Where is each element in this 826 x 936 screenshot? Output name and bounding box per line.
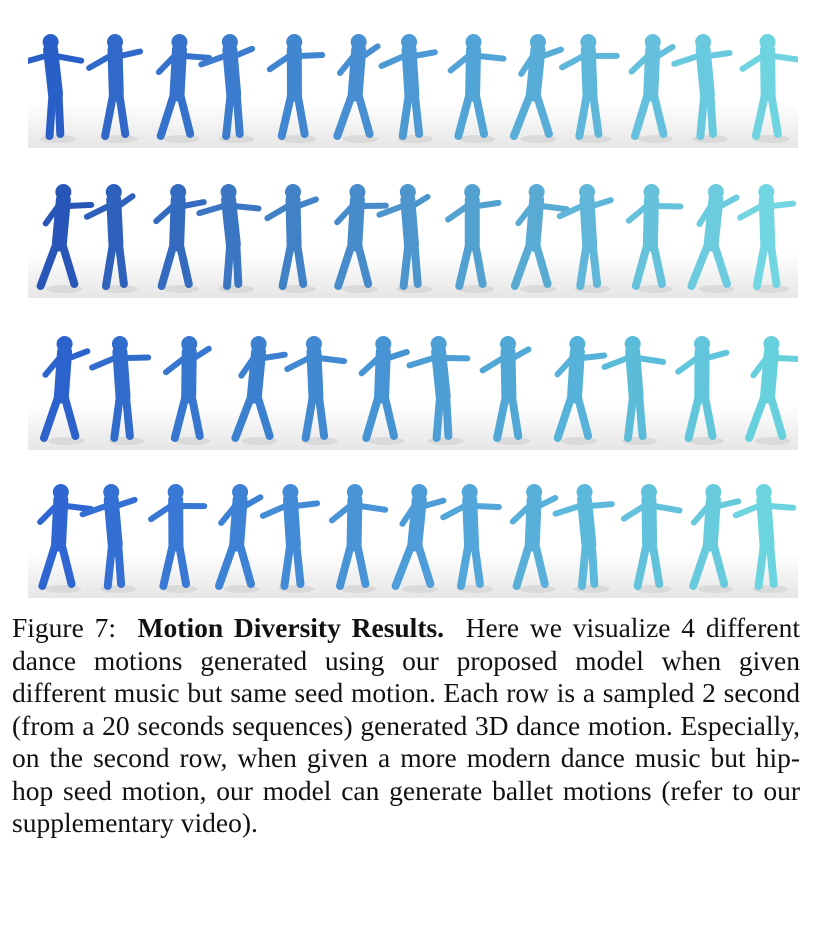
motion-row-4: [28, 458, 798, 598]
figure-caption: [12, 612, 800, 840]
motion-row-3: [28, 310, 798, 450]
motion-row-2-render: [28, 158, 798, 298]
motion-row-3-render: [28, 310, 798, 450]
caption-title: Motion Diversity Results.: [137, 612, 445, 643]
dance-motion-figure: [28, 8, 798, 598]
caption-body: Here we visualize 4 different dance motions generated using our proposed model when given different music but same seed motion. Each row is a sampled 2 second (from a 20 seconds sequences) generated 3D dance motion. Especially, on the second row, when given a more modern dance music but hip-hop seed motion, our model can generate ballet motions (refer to our supplementary video).: [12, 612, 800, 838]
motion-row-1: [28, 8, 798, 148]
caption-label: Figure 7:: [12, 612, 116, 643]
motion-row-2: [28, 158, 798, 298]
motion-row-1-render: [28, 8, 798, 148]
motion-row-4-render: [28, 458, 798, 598]
